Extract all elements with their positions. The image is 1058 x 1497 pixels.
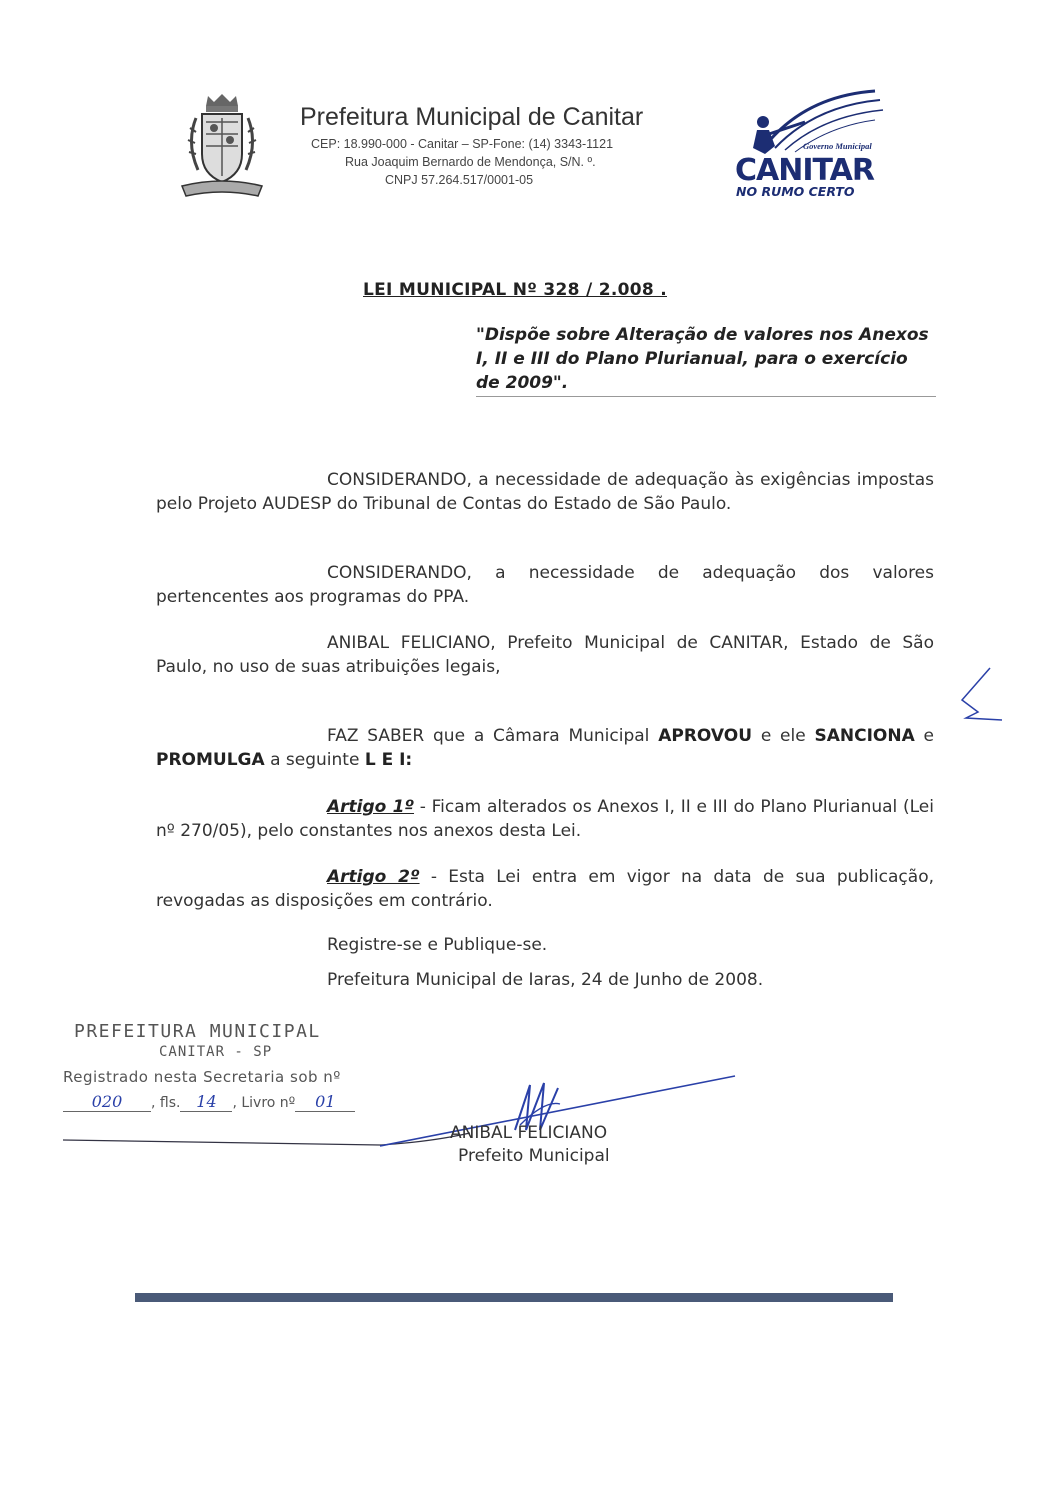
stamp-livro: 01	[295, 1092, 355, 1112]
paragraph-faz-saber: FAZ SABER que a Câmara Municipal APROVOU e ele SANCIONA e PROMULGA a seguinte L E I:	[156, 726, 934, 770]
header-address-line-2: Rua Joaquim Bernardo de Mendonça, S/N. º.	[345, 155, 596, 169]
logo-slogan: NO RUMO CERTO	[736, 184, 855, 199]
article-1: Artigo 1º - Ficam alterados os Anexos I, II e III do Plano Plurianual (Lei nº 270/05), pelo constantes nos anexos desta Lei.	[156, 797, 934, 841]
stamp-line-1: PREFEITURA MUNICIPAL	[74, 1021, 321, 1042]
header-address-line-1: CEP: 18.990-000 - Canitar – SP-Fone: (14) 3343-1121	[311, 137, 614, 151]
law-title: LEI MUNICIPAL Nº 328 / 2.008 .	[363, 280, 667, 300]
signatory-role: Prefeito Municipal	[458, 1146, 610, 1166]
article-2: Artigo 2º - Esta Lei entra em vigor na data de sua publicação, revogadas as disposições em contrário.	[156, 867, 934, 911]
closing-place-date: Prefeitura Municipal de Iaras, 24 de Junho de 2008.	[327, 970, 764, 990]
stamp-number: 020	[63, 1092, 151, 1112]
signatory-name: ANIBAL FELICIANO	[450, 1123, 608, 1143]
footer-bar	[135, 1293, 893, 1302]
closing-register: Registre-se e Publique-se.	[327, 935, 548, 955]
header-cnpj: CNPJ 57.264.517/0001-05	[385, 173, 534, 187]
logo-city-name: CANITAR	[735, 153, 874, 188]
stamp-fls: 14	[180, 1092, 232, 1112]
law-ementa: "Dispõe sobre Alteração de valores nos Anexos I, II e III do Plano Plurianual, para o exercício de 2009".	[476, 325, 929, 393]
stamp-registration-fields: 020 , fls. 14 , Livro nº 01	[63, 1092, 355, 1112]
article-2-label: Artigo 2º	[327, 867, 420, 887]
article-1-label: Artigo 1º	[327, 797, 415, 817]
stamp-line-3: Registrado nesta Secretaria sob nº	[63, 1068, 341, 1086]
logo-government-label: Governo Municipal	[803, 141, 872, 151]
header-title: Prefeitura Municipal de Canitar	[300, 103, 644, 131]
paragraph-considerando-1: CONSIDERANDO, a necessidade de adequação às exigências impostas pelo Projeto AUDESP do Tribunal de Contas do Estado de São Paulo.	[156, 470, 934, 514]
paragraph-mayor: ANIBAL FELICIANO, Prefeito Municipal de CANITAR, Estado de São Paulo, no uso de suas atribuições legais,	[156, 633, 934, 677]
stamp-line-2: CANITAR - SP	[159, 1044, 273, 1060]
paragraph-considerando-2: CONSIDERANDO, a necessidade de adequação dos valores pertencentes aos programas do PPA.	[156, 563, 934, 607]
